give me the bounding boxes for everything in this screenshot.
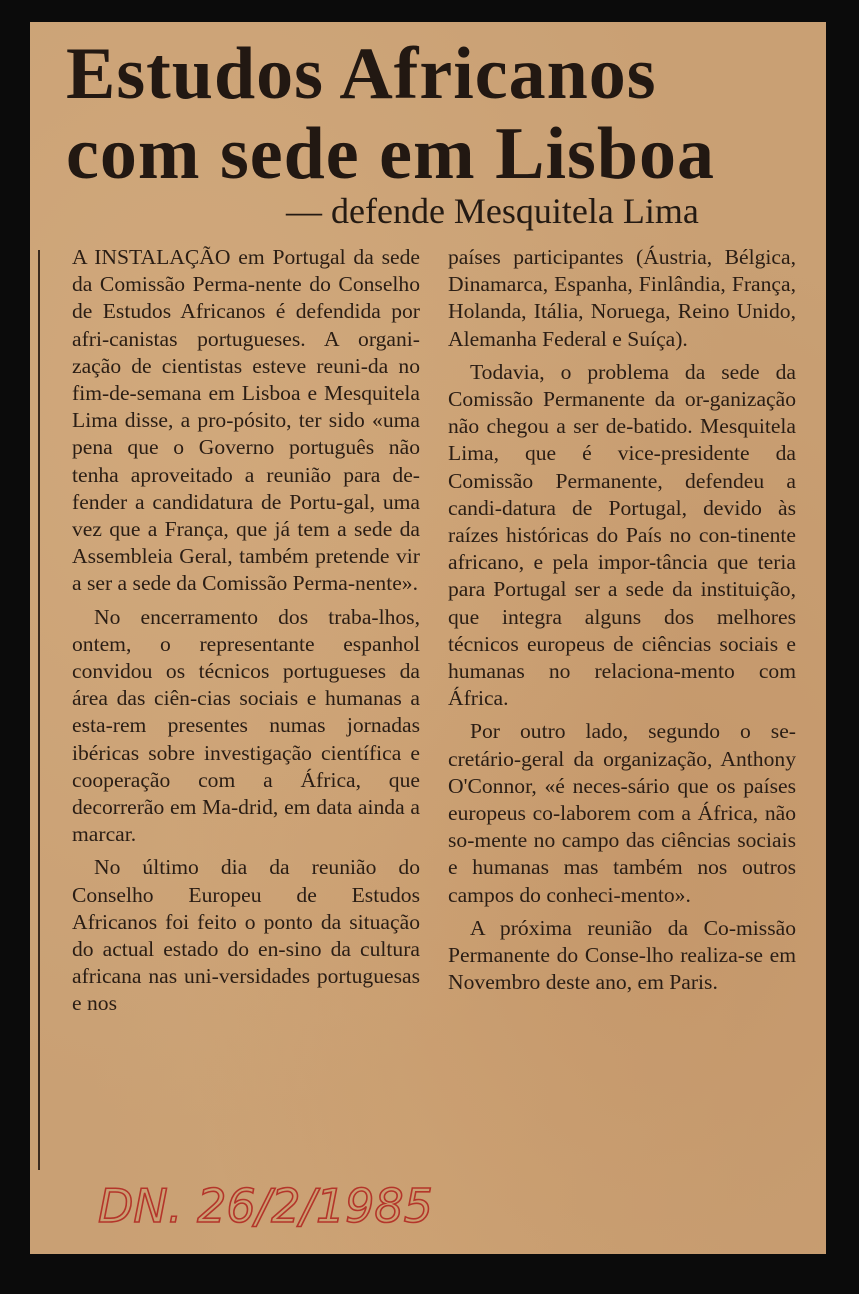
paragraph: No último dia da reunião do Conselho Europeu de Estudos Africanos foi feito o ponto da situação do actual estado do en-sino da cultura africana nas uni-versidades portuguesas e nos bbox=[72, 855, 420, 1016]
paragraph: Por outro lado, segundo o se-cretário-geral da organização, Anthony O'Connor, «é neces-sário que os países europeus co-laborem com a África, não so-mente no campo das ciências sociais e humanas mas também nos outros campos do conheci-mento». bbox=[448, 719, 796, 907]
paragraph: A INSTALAÇÃO em Portugal da sede da Comissão Perma-nente do Conselho de Estudos Africanos é defendida por afri-canistas portugueses. A organi-zação de cientistas esteve reuni-da no fim-de-semana em Lisboa e Mesquitela Lima disse, a pro-pósito, ter sido «uma pena que o Governo português não tenha aproveitado a reunião para de-fender a candidatura de Portu-gal, uma vez que a França, que já tem a sede da Assembleia Geral, também pretende vir a ser a sede da Comissão Perma-nente». bbox=[72, 245, 420, 596]
headline-line-2: com sede em Lisboa bbox=[66, 113, 715, 195]
headline-line-1: Estudos Africanos bbox=[66, 33, 657, 115]
paragraph: A próxima reunião da Co-missão Permanente do Conse-lho realiza-se em Novembro deste ano, em Paris. bbox=[448, 915, 796, 995]
paragraph: Todavia, o problema da sede da Comissão Permanente da or-ganização não chegou a ser de-batido. Mesquitela Lima, que é vice-presidente da Comissão Permanente, defendeu a candi-datura de Portugal, devido às raízes históricas do País no con-tinente africano, e pela impor-tância que teria para Portugal ser a sede da instituição, que integra alguns dos melhores técnicos europeus de ciências sociais e humanas no relaciona-mento com África. bbox=[448, 359, 796, 711]
subheadline: — defende Mesquitela Lima bbox=[286, 191, 699, 231]
newspaper-clipping bbox=[30, 22, 826, 1254]
paragraph: No encerramento dos traba-lhos, ontem, o representante espanhol convidou os técnicos portugueses da área das ciên-cias sociais e humanas a esta-rem presentes numas jornadas ibéricas sobre investigação científica e cooperação com a África, que decorrerão em Ma-drid, em data ainda a marcar. bbox=[72, 604, 420, 847]
paragraph: países participantes (Áustria, Bélgica, Dinamarca, Espanha, Finlândia, França, Holanda, Itália, Noruega, Reino Unido, Alemanha Federal e Suíça). bbox=[448, 245, 796, 351]
article-column-left bbox=[72, 244, 420, 1024]
article-column-right bbox=[448, 244, 796, 1002]
handwritten-date-annotation bbox=[92, 1170, 552, 1240]
headline bbox=[66, 34, 806, 194]
margin-rule bbox=[38, 250, 40, 1170]
handwritten-date-text: DN. 26/2/1985 bbox=[98, 1179, 433, 1233]
